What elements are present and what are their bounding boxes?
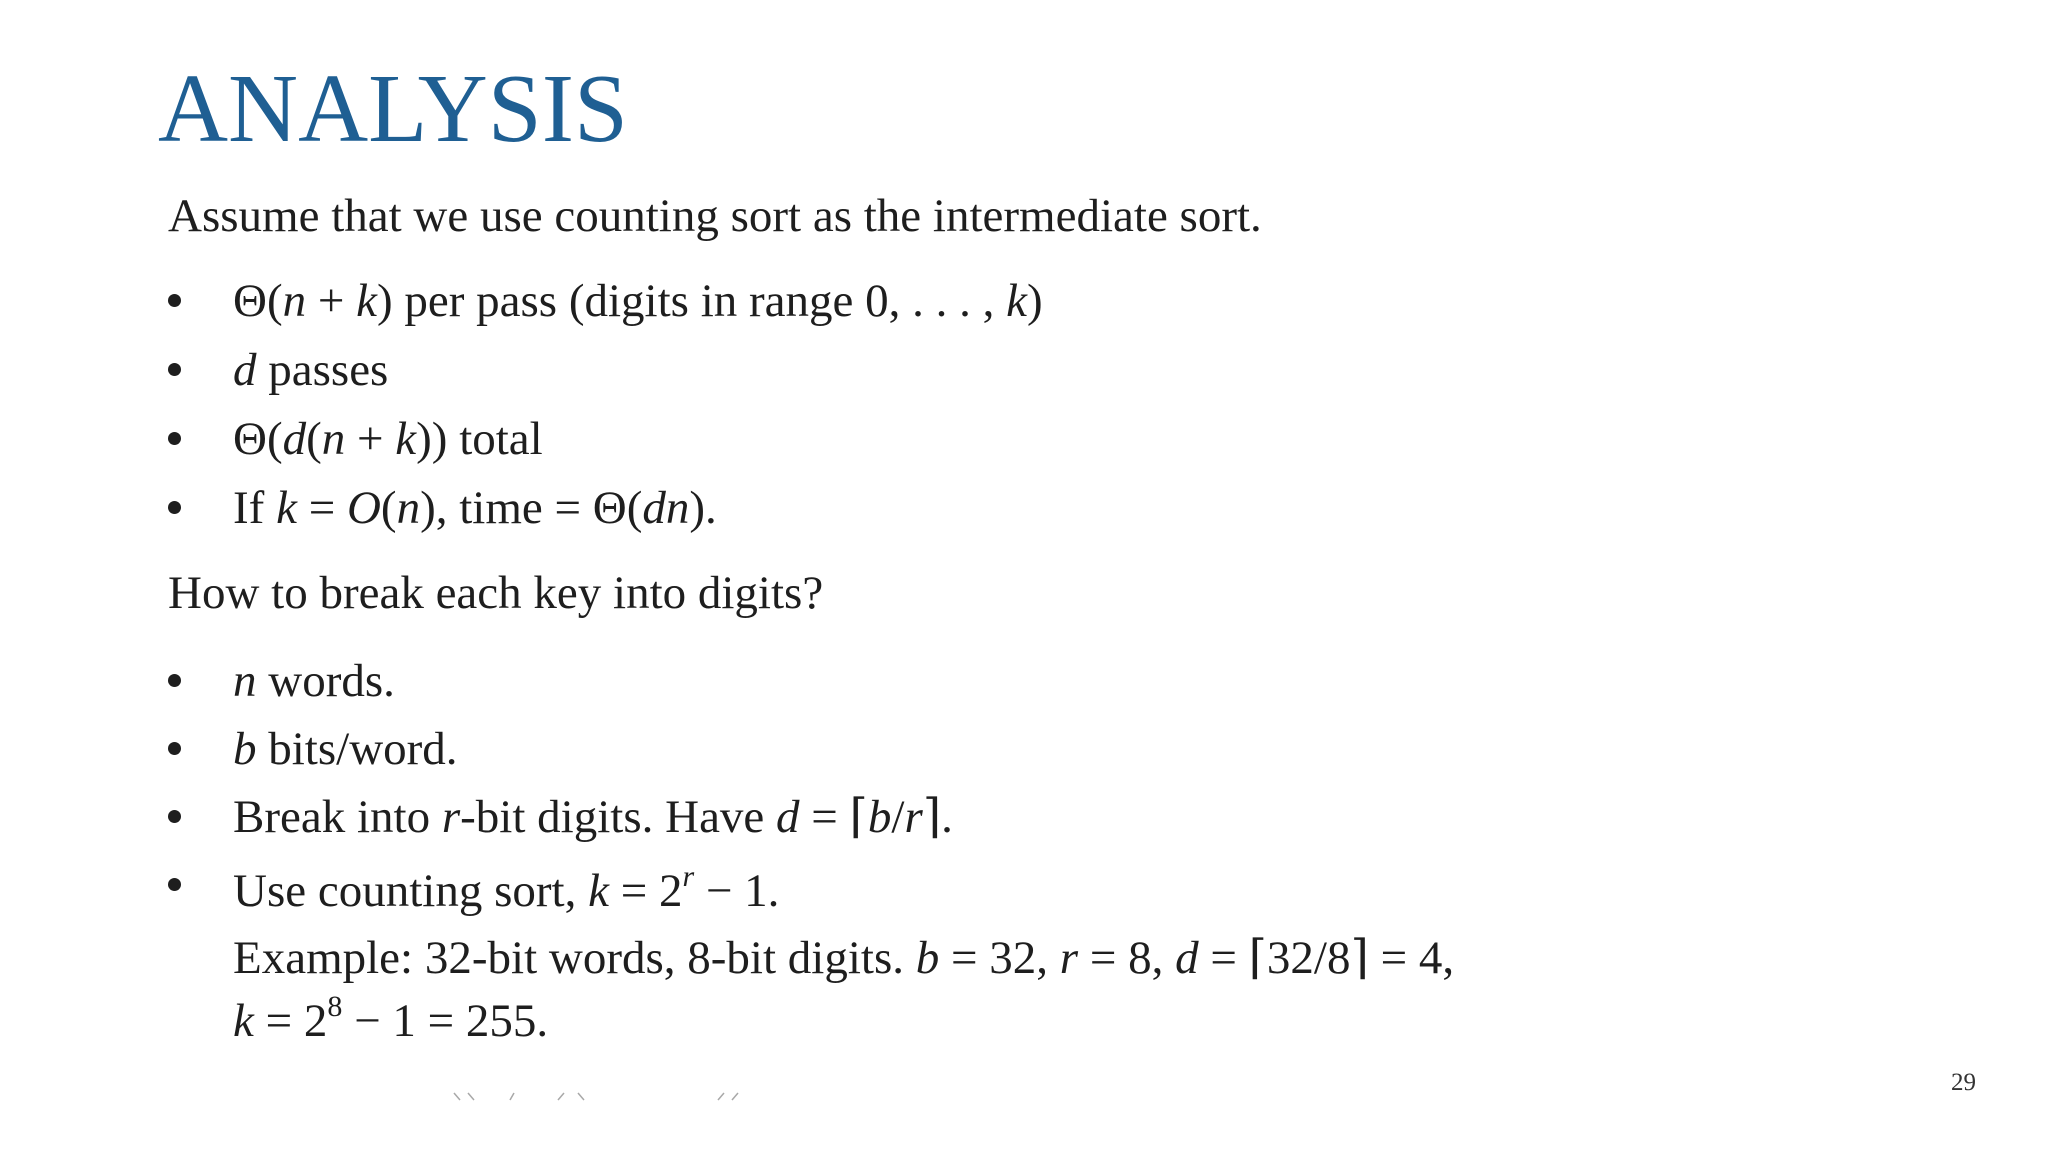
list-item <box>164 413 1664 472</box>
intro-text: Assume that we use counting sort as the intermediate sort. <box>168 190 1262 242</box>
scan-artifact-icon <box>440 1090 740 1104</box>
bullet-text: If k = O(n), time = Θ(dn). <box>233 482 717 534</box>
bullet-icon <box>168 294 181 307</box>
bullet-text: d passes <box>233 344 389 396</box>
scan-artifact <box>440 1090 740 1104</box>
bullet-icon <box>168 363 181 376</box>
list-item <box>164 275 1664 334</box>
bullet-text: Θ(d(n + k)) total <box>233 413 543 465</box>
list-item <box>164 723 1664 782</box>
slide-title: ANALYSIS <box>158 55 628 162</box>
bullet-icon <box>168 810 181 823</box>
list-item <box>164 482 1664 541</box>
page-number: 29 <box>1951 1069 1976 1096</box>
list-item <box>164 655 1664 714</box>
bullet-icon <box>168 674 181 687</box>
bullet-text: Break into r-bit digits. Have d = ⌈b/r⌉. <box>233 791 953 843</box>
bullet-icon <box>168 432 181 445</box>
bullet-icon <box>168 878 181 891</box>
bullet-text: Θ(n + k) per pass (digits in range 0, . . . , k) <box>233 275 1043 327</box>
bullet-text: n words. <box>233 655 395 707</box>
example-line-1: Example: 32-bit words, 8-bit digits. b = 32, r = 8, d = ⌈32/8⌉ = 4, <box>233 932 1455 984</box>
bullet-icon <box>168 742 181 755</box>
example-line-2: $k = 2^8 - 1 = 255$. <box>233 990 549 1047</box>
list-item <box>164 791 1664 850</box>
question-text: How to break each key into digits? <box>168 567 824 619</box>
list-item <box>164 344 1664 403</box>
bullet-text: Use counting sort, $k = 2^r - 1$. <box>233 860 780 917</box>
bullet-text: b bits/word. <box>233 723 458 775</box>
bullet-icon <box>168 501 181 514</box>
list-item <box>164 862 1664 918</box>
